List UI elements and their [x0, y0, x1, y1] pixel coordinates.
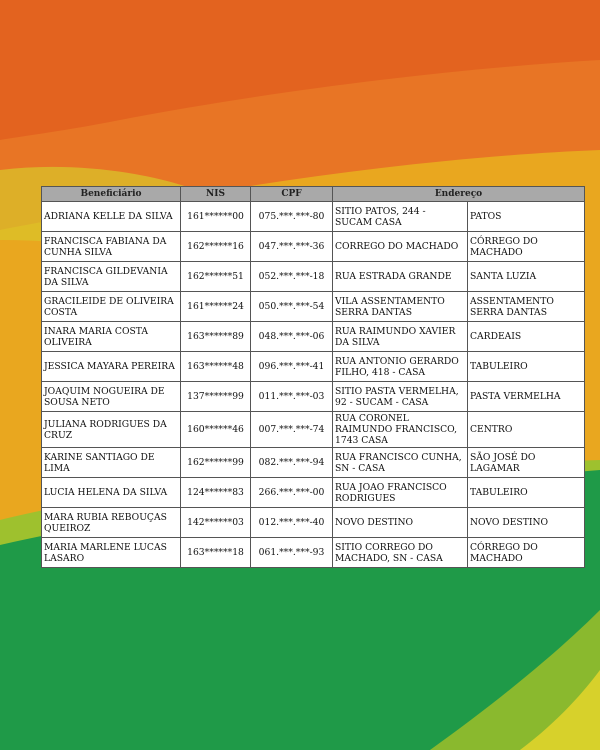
cell-address: SITIO PASTA VERMELHA, 92 - SUCAM - CASA [333, 382, 468, 412]
table-row [42, 448, 585, 478]
beneficiaries-table [41, 186, 585, 568]
table-row [42, 508, 585, 538]
cell-locality: PATOS [468, 202, 585, 232]
cell-address: RUA CORONEL RAIMUNDO FRANCISCO, 1743 CASA [333, 412, 468, 448]
table-row [42, 478, 585, 508]
cell-nis: 160******46 [181, 412, 251, 448]
table-row [42, 538, 585, 568]
cell-beneficiario: JOAQUIM NOGUEIRA DE SOUSA NETO [42, 382, 181, 412]
cell-address: SITIO CORREGO DO MACHADO, SN - CASA [333, 538, 468, 568]
cell-beneficiario: LUCIA HELENA DA SILVA [42, 478, 181, 508]
cell-nis: 162******99 [181, 448, 251, 478]
cell-beneficiario: MARIA MARLENE LUCAS LASARO [42, 538, 181, 568]
table-row [42, 202, 585, 232]
cell-beneficiario: JESSICA MAYARA PEREIRA [42, 352, 181, 382]
cell-cpf: 047.***.***-36 [251, 232, 333, 262]
cell-cpf: 048.***.***-06 [251, 322, 333, 352]
cell-address: RUA FRANCISCO CUNHA, SN - CASA [333, 448, 468, 478]
cell-nis: 163******18 [181, 538, 251, 568]
beneficiaries-table-container [41, 186, 584, 568]
cell-cpf: 011.***.***-03 [251, 382, 333, 412]
cell-address: RUA RAIMUNDO XAVIER DA SILVA [333, 322, 468, 352]
table-row [42, 232, 585, 262]
cell-locality: TABULEIRO [468, 352, 585, 382]
cell-cpf: 061.***.***-93 [251, 538, 333, 568]
cell-beneficiario: GRACILEIDE DE OLIVEIRA COSTA [42, 292, 181, 322]
cell-cpf: 266.***.***-00 [251, 478, 333, 508]
cell-locality: SANTA LUZIA [468, 262, 585, 292]
cell-address: SITIO PATOS, 244 - SUCAM CASA [333, 202, 468, 232]
cell-nis: 162******51 [181, 262, 251, 292]
cell-locality: TABULEIRO [468, 478, 585, 508]
cell-cpf: 052.***.***-18 [251, 262, 333, 292]
table-row [42, 382, 585, 412]
cell-nis: 124******83 [181, 478, 251, 508]
cell-nis: 162******16 [181, 232, 251, 262]
header-endereco: Endereço [333, 187, 585, 202]
table-row [42, 322, 585, 352]
cell-locality: SÃO JOSÉ DO LAGAMAR [468, 448, 585, 478]
cell-cpf: 007.***.***-74 [251, 412, 333, 448]
cell-nis: 161******24 [181, 292, 251, 322]
cell-locality: CÓRREGO DO MACHADO [468, 232, 585, 262]
cell-cpf: 075.***.***-80 [251, 202, 333, 232]
cell-address: VILA ASSENTAMENTO SERRA DANTAS [333, 292, 468, 322]
cell-beneficiario: JULIANA RODRIGUES DA CRUZ [42, 412, 181, 448]
cell-cpf: 012.***.***-40 [251, 508, 333, 538]
cell-nis: 137******99 [181, 382, 251, 412]
cell-cpf: 082.***.***-94 [251, 448, 333, 478]
table-row [42, 262, 585, 292]
cell-beneficiario: ADRIANA KELLE DA SILVA [42, 202, 181, 232]
cell-address: RUA ANTONIO GERARDO FILHO, 418 - CASA [333, 352, 468, 382]
table-body [42, 202, 585, 568]
table-row [42, 292, 585, 322]
cell-address: RUA JOAO FRANCISCO RODRIGUES [333, 478, 468, 508]
cell-cpf: 096.***.***-41 [251, 352, 333, 382]
header-nis: NIS [181, 187, 251, 202]
cell-cpf: 050.***.***-54 [251, 292, 333, 322]
cell-nis: 163******89 [181, 322, 251, 352]
header-cpf: CPF [251, 187, 333, 202]
cell-locality: NOVO DESTINO [468, 508, 585, 538]
cell-locality: PASTA VERMELHA [468, 382, 585, 412]
header-beneficiario: Beneficiário [42, 187, 181, 202]
cell-nis: 161******00 [181, 202, 251, 232]
cell-locality: CÓRREGO DO MACHADO [468, 538, 585, 568]
cell-beneficiario: FRANCISCA FABIANA DA CUNHA SILVA [42, 232, 181, 262]
cell-locality: CARDEAIS [468, 322, 585, 352]
table-row [42, 412, 585, 448]
cell-address: CORREGO DO MACHADO [333, 232, 468, 262]
cell-beneficiario: INARA MARIA COSTA OLIVEIRA [42, 322, 181, 352]
cell-locality: ASSENTAMENTO SERRA DANTAS [468, 292, 585, 322]
cell-nis: 163******48 [181, 352, 251, 382]
cell-nis: 142******03 [181, 508, 251, 538]
cell-beneficiario: MARA RUBIA REBOUÇAS QUEIROZ [42, 508, 181, 538]
cell-address: NOVO DESTINO [333, 508, 468, 538]
cell-beneficiario: FRANCISCA GILDEVANIA DA SILVA [42, 262, 181, 292]
cell-beneficiario: KARINE SANTIAGO DE LIMA [42, 448, 181, 478]
table-header-row [42, 187, 585, 202]
cell-locality: CENTRO [468, 412, 585, 448]
cell-address: RUA ESTRADA GRANDE [333, 262, 468, 292]
table-row [42, 352, 585, 382]
